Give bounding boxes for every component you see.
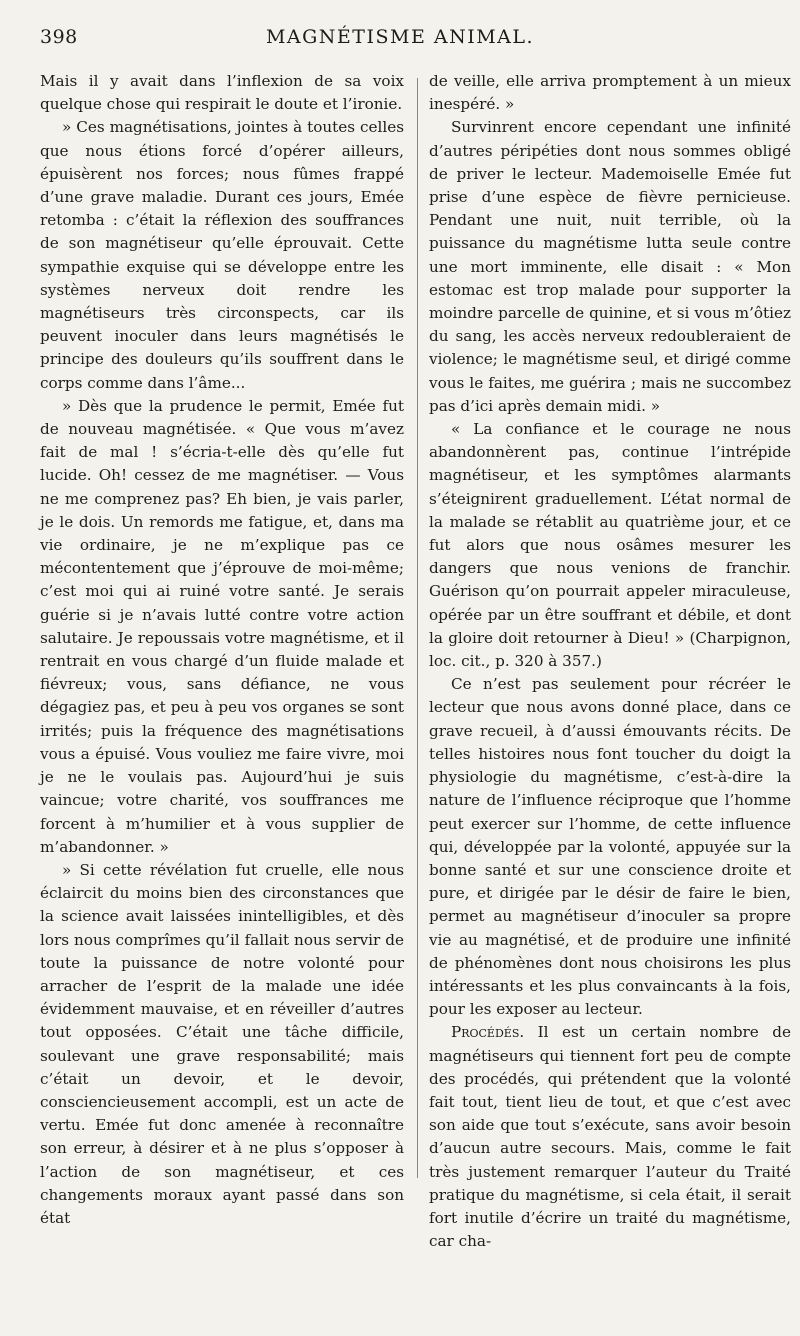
paragraph: Survinrent encore cependant une infinité d’autres péripéties dont nous sommes obligé de priver le lecteur. Mademoiselle Emée fut prise d’une espèce de fièvre pernicieuse. Pendant une nuit, nuit terrible, où la puissance du magnétisme lutta seule contre une mort imminente, elle disait : « Mon estomac est trop malade pour supporter la moindre parcelle de quinine, et si vous m’ôtiez du sang, les accès nerveux redoubleraient de violence; le magnétisme seul, et dirigé comme vous le faites, me guérira ; mais ne succombez pas d’ici après demain midi. » <box>429 118 791 415</box>
paragraph-text: Il est un certain nombre de magnétiseurs qui tiennent fort peu de compte des procédés, qui prétendent que la volonté fait tout, tient lieu de tout, et que c’est avec son aide que tout s’exécute, sans avoir besoin d’aucun autre secours. Mais, comme le fait très justement remarquer l’auteur du Traité pratique du magnétisme, si cela était, il serait fort inutile d’écrire un traité du magnétisme, car cha- <box>429 1023 791 1251</box>
paragraph: de veille, elle arriva promptement à un mieux inespéré. » <box>429 72 791 114</box>
paragraph: « La confiance et le courage ne nous abandonnèrent pas, continue l’intrépide magnétiseur, et les symptômes alarmants s’éteignirent graduellement. L’état normal de la malade se rétablit au quatrième jour, et ce fut alors que nous osâmes mesurer les dangers que nous venions de franchir. Guérison qu’on pourrait appeler miraculeuse, opérée par un être souffrant et débile, et dont la gloire doit retourner à Dieu! » (Charpignon, loc. cit., p. 320 à 357.) <box>429 420 791 671</box>
column-divider <box>417 78 418 1178</box>
page-header <box>40 26 760 56</box>
section-lead: Procédés. <box>451 1023 525 1042</box>
page-number: 398 <box>40 26 78 48</box>
paragraph: » Si cette révélation fut cruelle, elle nous éclaircit du moins bien des circonstances que la science avait laissées inintelligibles, et dès lors nous comprîmes qu’il fallait nous servir de toute la puissance de notre volonté pour arracher de l’esprit de la malade une idée évidemment mauvaise, et en réveiller d’autres tout opposées. C’était une tâche difficile, soulevant une grave responsabilité; mais c’était un devoir, et le devoir, consciencieusement accompli, est un acte de vertu. Emée fut donc amenée à reconnaître son erreur, à désirer et à ne plus s’opposer à l’action de son magnétiseur, et ces changements moraux ayant passé dans son état <box>40 860 404 1227</box>
left-column <box>40 70 404 1230</box>
paragraph: » Dès que la prudence le permit, Emée fut de nouveau magnétisée. « Que vous m’avez fait de mal ! s’écria-t-elle dès qu’elle fut lucide. Oh! cessez de me magnétiser. — Vous ne me comprenez pas? Eh bien, je vais parler, je le dois. Un remords me fatigue, et, dans ma vie ordinaire, je ne m’explique pas ce mécontentement que j’éprouve de moi-même; c’est moi qui ai ruiné votre santé. Je serais guérie si je n’avais lutté contre votre action salutaire. Je repoussais votre magnétisme, et il rentrait en vous chargé d’un fluide malade et fiévreux; vous, sans défiance, ne vous dégagiez pas, et peu à peu vos organes se sont irrités; puis la fréquence des magnétisations vous a épuisé. Vous vouliez me faire vivre, moi je ne le voulais pas. Aujourd’hui je suis vaincue; votre charité, vos souffrances me forcent à m’humilier et à vous supplier de m’abandonner. » <box>40 396 404 856</box>
paragraph-procedes <box>429 1021 791 1253</box>
paragraph: Mais il y avait dans l’inflexion de sa voix quelque chose qui respirait le doute et l’ironie. <box>40 72 404 114</box>
paragraph: » Ces magnétisations, jointes à toutes celles que nous étions forcé d’opérer ailleurs, épuisèrent nos forces; nous fûmes frappé d’une grave maladie. Durant ces jours, Emée retomba : c’était la réflexion des souffrances de son magnétiseur qu’elle éprouvait. Cette sympathie exquise qui se développe entre les systèmes nerveux doit rendre les magnétiseurs très circonspects, car ils peuvent inoculer dans leurs magnétisés le principe des douleurs qu’ils souffrent dans le corps comme dans l’âme... <box>40 118 404 392</box>
paragraph: Ce n’est pas seulement pour récréer le lecteur que nous avons donné place, dans ce grave recueil, à d’aussi émouvants récits. De telles histoires nous font toucher du doigt la physiologie du magnétisme, c’est-à-dire la nature de l’influence réciproque que l’homme peut exercer sur l’homme, de cette influence qui, développée par la volonté, appuyée sur la bonne santé et sur une conscience droite et pure, et dirigée par le désir de faire le bien, permet au magnétiseur d’inoculer sa propre vie au magnétisé, et de produire une infinité de phénomènes dont nous choisirons les plus intéressants et les plus convaincants à la fois, pour les exposer au lecteur. <box>429 675 791 1019</box>
right-column <box>429 70 791 1253</box>
running-head: MAGNÉTISME ANIMAL. <box>265 26 535 48</box>
